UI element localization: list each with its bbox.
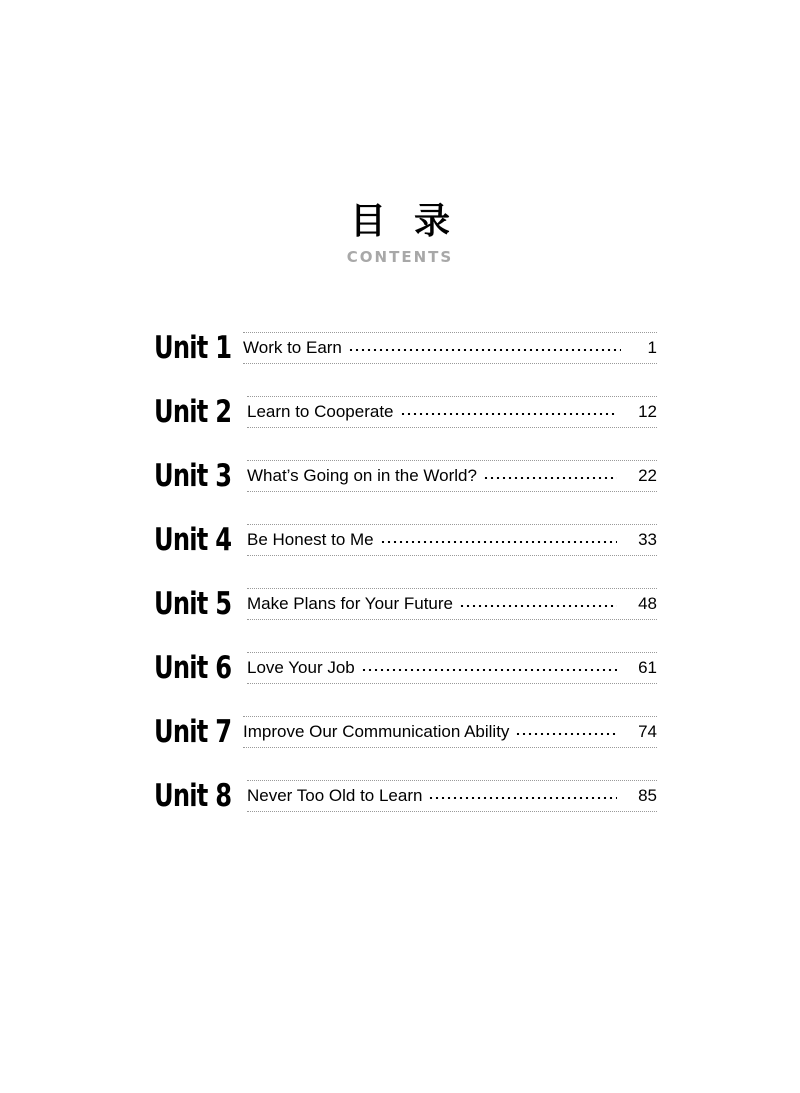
unit-title: Work to Earn <box>243 338 342 357</box>
page-number: 1 <box>647 338 657 357</box>
toc-entry-line <box>243 332 657 364</box>
dot-leader <box>361 669 617 671</box>
unit-title: Make Plans for Your Future <box>247 594 454 613</box>
page-number: 61 <box>638 658 657 677</box>
unit-label: Unit 5 <box>154 586 232 622</box>
page-title-chinese: 目录 <box>349 201 478 242</box>
unit-label: Unit 2 <box>154 394 232 430</box>
page-number: 12 <box>638 402 657 421</box>
page-number: 22 <box>638 466 657 485</box>
page-number: 85 <box>638 786 657 805</box>
dot-leader <box>348 349 621 351</box>
toc-entry-unit-7[interactable] <box>150 714 660 778</box>
dot-leader <box>380 541 617 543</box>
page-number: 48 <box>638 594 657 613</box>
unit-label: Unit 4 <box>154 522 232 558</box>
unit-title: Be Honest to Me <box>247 530 374 549</box>
dot-leader <box>515 733 617 735</box>
toc-entry-unit-3[interactable] <box>150 458 660 522</box>
toc-entry-line <box>247 652 657 684</box>
dot-leader <box>428 797 617 799</box>
toc-entry-unit-2[interactable] <box>150 394 660 458</box>
unit-label: Unit 3 <box>154 458 232 494</box>
unit-title: Love Your Job <box>247 658 355 677</box>
toc-entry-unit-5[interactable] <box>150 586 660 650</box>
unit-label: Unit 1 <box>154 330 232 366</box>
contents-header <box>0 200 800 266</box>
dot-leader <box>483 477 617 479</box>
page-number: 33 <box>638 530 657 549</box>
dot-leader <box>459 605 617 607</box>
toc-entry-unit-4[interactable] <box>150 522 660 586</box>
toc-entry-line <box>243 716 657 748</box>
unit-label: Unit 6 <box>154 650 232 686</box>
unit-title: Never Too Old to Learn <box>247 786 423 805</box>
toc-entry-unit-6[interactable] <box>150 650 660 714</box>
page-title-english: CONTENTS <box>346 248 454 266</box>
toc-entry-line <box>247 460 657 492</box>
unit-label: Unit 7 <box>154 714 232 750</box>
unit-label: Unit 8 <box>154 778 232 814</box>
toc-entry-line <box>247 780 657 812</box>
toc-entry-line <box>247 588 657 620</box>
dot-leader <box>400 413 618 415</box>
unit-title: Learn to Cooperate <box>247 402 394 421</box>
toc-entry-line <box>247 396 657 428</box>
unit-title: What’s Going on in the World? <box>247 466 477 485</box>
toc-entry-unit-8[interactable] <box>150 778 660 842</box>
toc-entry-unit-1[interactable] <box>150 330 660 394</box>
toc-entry-line <box>247 524 657 556</box>
unit-title: Improve Our Communication Ability <box>243 722 510 741</box>
page-number: 74 <box>638 722 657 741</box>
table-of-contents <box>150 330 660 842</box>
